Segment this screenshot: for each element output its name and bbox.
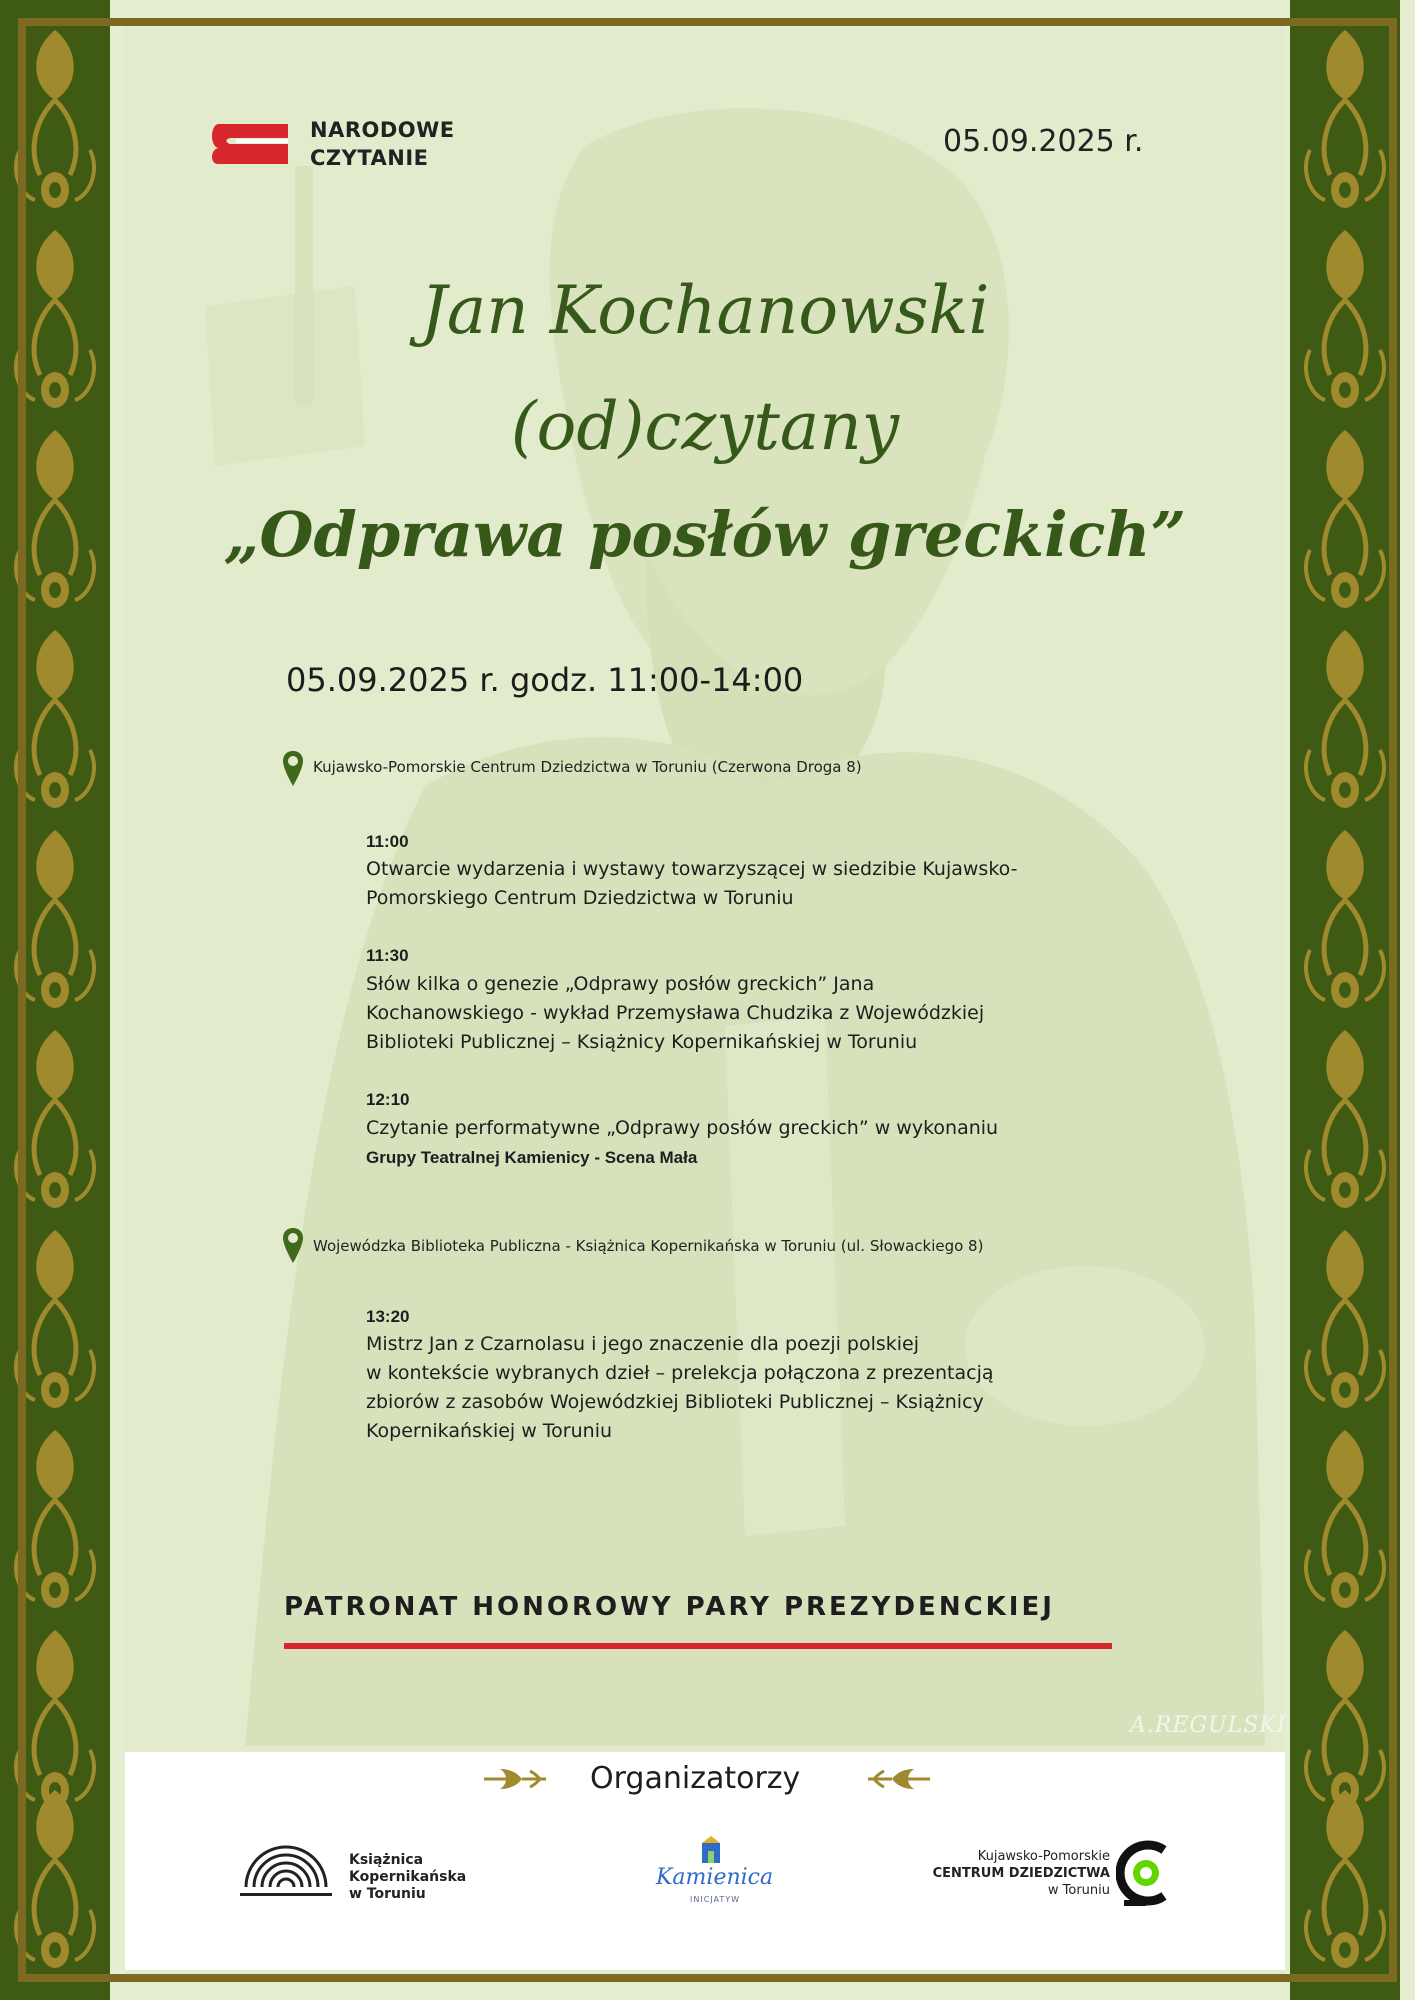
ksiaznica-line-2: Kopernikańska [349, 1869, 467, 1885]
item-time: 11:00 [366, 832, 409, 851]
venue-1-name: Kujawsko-Pomorskie Centrum Dziedzictwa w Toruniu (Czerwona Droga 8) [313, 758, 862, 776]
right-divider-ornament [866, 1764, 932, 1798]
ksiaznica-label [349, 1852, 466, 1903]
desc-line: Kopernikańskiej w Toruniu [366, 1420, 613, 1442]
desc-line: Słów kilka o genezie „Odprawy posłów greckich” Jana [366, 973, 875, 995]
ksiaznica-logo [236, 1832, 336, 1906]
title-line-2: (od)czytany [510, 388, 900, 465]
logo-line-1: NARODOWE [310, 118, 455, 142]
centrum-line-2: CENTRUM DZIEDZICTWA [932, 1866, 1110, 1881]
desc-line: zbiorów z zasobów Wojewódzkiej Biblioteki Publicznej – Książnicy [366, 1391, 984, 1413]
ornament-icon [866, 1764, 932, 1794]
map-pin-icon [282, 750, 304, 788]
kamienica-icon [700, 1835, 722, 1869]
item-description [366, 1114, 998, 1143]
narodowe-czytanie-logo [210, 120, 294, 172]
centrum-ring-icon [1116, 1836, 1176, 1910]
centrum-line-1: Kujawsko-Pomorskie [977, 1849, 1110, 1864]
desc-line: Pomorskiego Centrum Dziedzictwa w Toruniu [366, 887, 794, 909]
performer-line: Grupy Teatralnej Kamienicy - Scena Mała [366, 1148, 698, 1167]
ornament-icon [482, 1764, 548, 1794]
left-ornamental-border [0, 0, 110, 2000]
desc-line: Kochanowskiego - wykład Przemysława Chudzika z Wojewódzkiej [366, 1002, 985, 1024]
ksiaznica-line-1: Książnica [349, 1852, 424, 1868]
item-time: 12:10 [366, 1090, 410, 1109]
desc-line: w kontekście wybranych dzieł – prelekcja połączona z prezentacją [366, 1362, 994, 1384]
right-ornament-pattern [1290, 0, 1400, 2000]
logo-line-2: CZYTANIE [310, 146, 429, 170]
centrum-logo [1116, 1836, 1176, 1914]
event-datetime: 05.09.2025 r. godz. 11:00-14:00 [286, 661, 804, 699]
title-line-3: „Odprawa posłów greckich” [223, 498, 1187, 571]
right-ornamental-border [1290, 0, 1400, 2000]
book-logo-icon [210, 120, 294, 168]
venue-2-name: Wojewódzka Biblioteka Publiczna - Książnica Kopernikańska w Toruniu (ul. Słowackiego 8) [313, 1237, 984, 1255]
item-description [366, 1330, 994, 1446]
desc-line: Otwarcie wydarzenia i wystawy towarzyszącej w siedzibie Kujawsko- [366, 858, 1018, 880]
desc-line: Mistrz Jan z Czarnolasu i jego znaczenie dla poezji polskiej [366, 1333, 920, 1355]
desc-line: Biblioteki Publicznej – Książnicy Kopernikańskiej w Toruniu [366, 1031, 918, 1053]
title-line-1: Jan Kochanowski [420, 272, 990, 349]
narodowe-czytanie-label [310, 116, 455, 172]
kamienica-name: Kamienica [656, 1865, 774, 1890]
organizers-title: Organizatorzy [590, 1761, 801, 1796]
header-date: 05.09.2025 r. [943, 124, 1144, 159]
patronage-heading: PATRONAT HONOROWY PARY PREZYDENCKIEJ [284, 1592, 1055, 1622]
kamienica-tagline: INICJATYW [690, 1895, 741, 1904]
map-pin-icon [282, 1227, 304, 1265]
centrum-line-3: w Toruniu [1047, 1883, 1110, 1898]
patronage-underline [284, 1643, 1112, 1649]
item-time: 13:20 [366, 1307, 410, 1326]
item-description [366, 970, 984, 1057]
item-time: 11:30 [366, 946, 409, 965]
location-pin-icon [282, 1227, 304, 1269]
desc-line: Czytanie performatywne „Odprawy posłów greckich” w wykonaniu [366, 1117, 999, 1139]
left-divider-ornament [482, 1764, 548, 1798]
ksiaznica-arc-icon [236, 1832, 336, 1902]
building-icon [700, 1835, 722, 1865]
engraver-signature: A.REGULSKI [1130, 1713, 1287, 1738]
location-pin-icon [282, 750, 304, 792]
ksiaznica-line-3: w Toruniu [349, 1886, 426, 1902]
left-ornament-pattern [0, 0, 110, 2000]
centrum-label [900, 1848, 1110, 1899]
item-description [366, 855, 1017, 913]
